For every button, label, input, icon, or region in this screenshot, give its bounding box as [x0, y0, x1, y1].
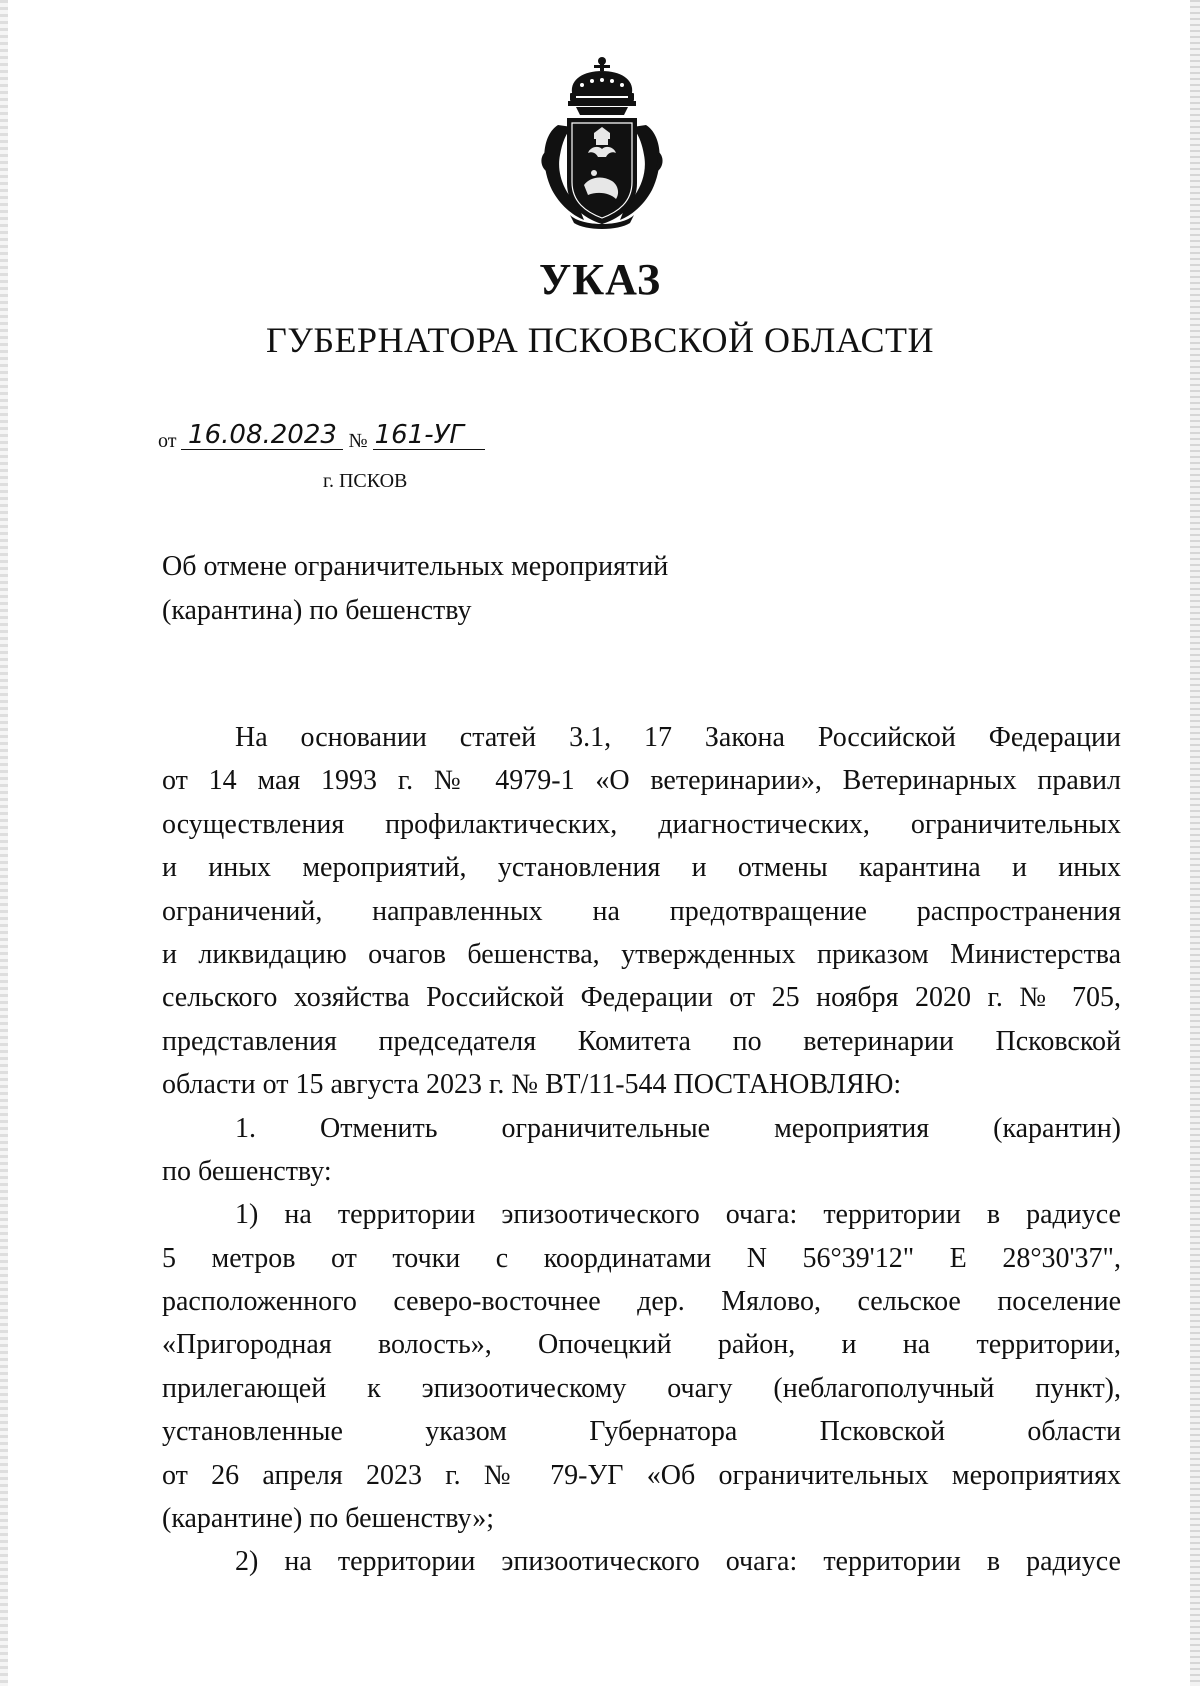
city-name: г. ПСКОВ — [323, 470, 408, 492]
body-line: области от 15 августа 2023 г. № ВТ/11-544 ПОСТАНОВЛЯЮ: — [162, 1069, 902, 1101]
document-subtitle: ГУБЕРНАТОРА ПСКОВСКОЙ ОБЛАСТИ — [266, 320, 934, 360]
body-line: 1. Отменить ограничительные мероприятия (карантин) — [235, 1112, 1121, 1144]
scan-edge-right — [1190, 0, 1200, 1686]
body-line: от 26 апреля 2023 г. № 79-УГ «Об ограничительных мероприятиях — [162, 1459, 1121, 1491]
body-line: представления председателя Комитета по ветеринарии Псковской — [162, 1025, 1121, 1057]
body-line: «Пригородная волость», Опочецкий район, и на территории, — [162, 1329, 1121, 1361]
scan-edge-left — [0, 0, 8, 1686]
body-line: и ликвидацию очагов бешенства, утвержденных приказом Министерства — [162, 938, 1121, 970]
body-line: по бешенству: — [162, 1155, 332, 1187]
body-line: 1) на территории эпизоотического очага: территории в радиусе — [235, 1199, 1121, 1231]
body-line: и иных мероприятий, установления и отмены карантина и иных — [162, 852, 1121, 884]
date-prefix: от — [158, 430, 177, 452]
decree-number-handwritten: 161-УГ — [373, 422, 485, 450]
pskov-region-coat-of-arms-icon — [532, 55, 672, 230]
subject-line: (карантина) по бешенству — [162, 595, 472, 626]
decree-date-number — [158, 420, 485, 454]
body-line: сельского хозяйства Российской Федерации от 25 ноября 2020 г. № 705, — [162, 982, 1121, 1014]
body-line: расположенного северо-восточнее дер. Мялово, сельское поселение — [162, 1286, 1121, 1318]
body-line: 5 метров от точки с координатами N 56°39'12" E 28°30'37", — [162, 1242, 1121, 1274]
body-line: осуществления профилактических, диагностических, ограничительных — [162, 808, 1121, 840]
decree-subject — [162, 545, 668, 633]
decree-body — [162, 716, 1121, 1584]
document-title: УКАЗ — [538, 255, 662, 304]
body-line: прилегающей к эпизоотическому очагу (неблагополучный пункт), — [162, 1372, 1121, 1404]
body-line: установленные указом Губернатора Псковской области — [162, 1416, 1121, 1448]
body-line: (карантине) по бешенству»; — [162, 1503, 494, 1535]
body-line: На основании статей 3.1, 17 Закона Российской Федерации — [235, 722, 1121, 753]
body-line: ограничений, направленных на предотвращение распространения — [162, 895, 1121, 927]
body-line: от 14 мая 1993 г. № 4979-1 «О ветеринарии», Ветеринарных правил — [162, 765, 1121, 797]
body-line: 2) на территории эпизоотического очага: территории в радиусе — [235, 1546, 1121, 1578]
decree-date-handwritten: 16.08.2023 — [181, 422, 343, 450]
subject-line: Об отмене ограничительных мероприятий — [162, 551, 669, 582]
number-prefix: № — [348, 430, 368, 452]
